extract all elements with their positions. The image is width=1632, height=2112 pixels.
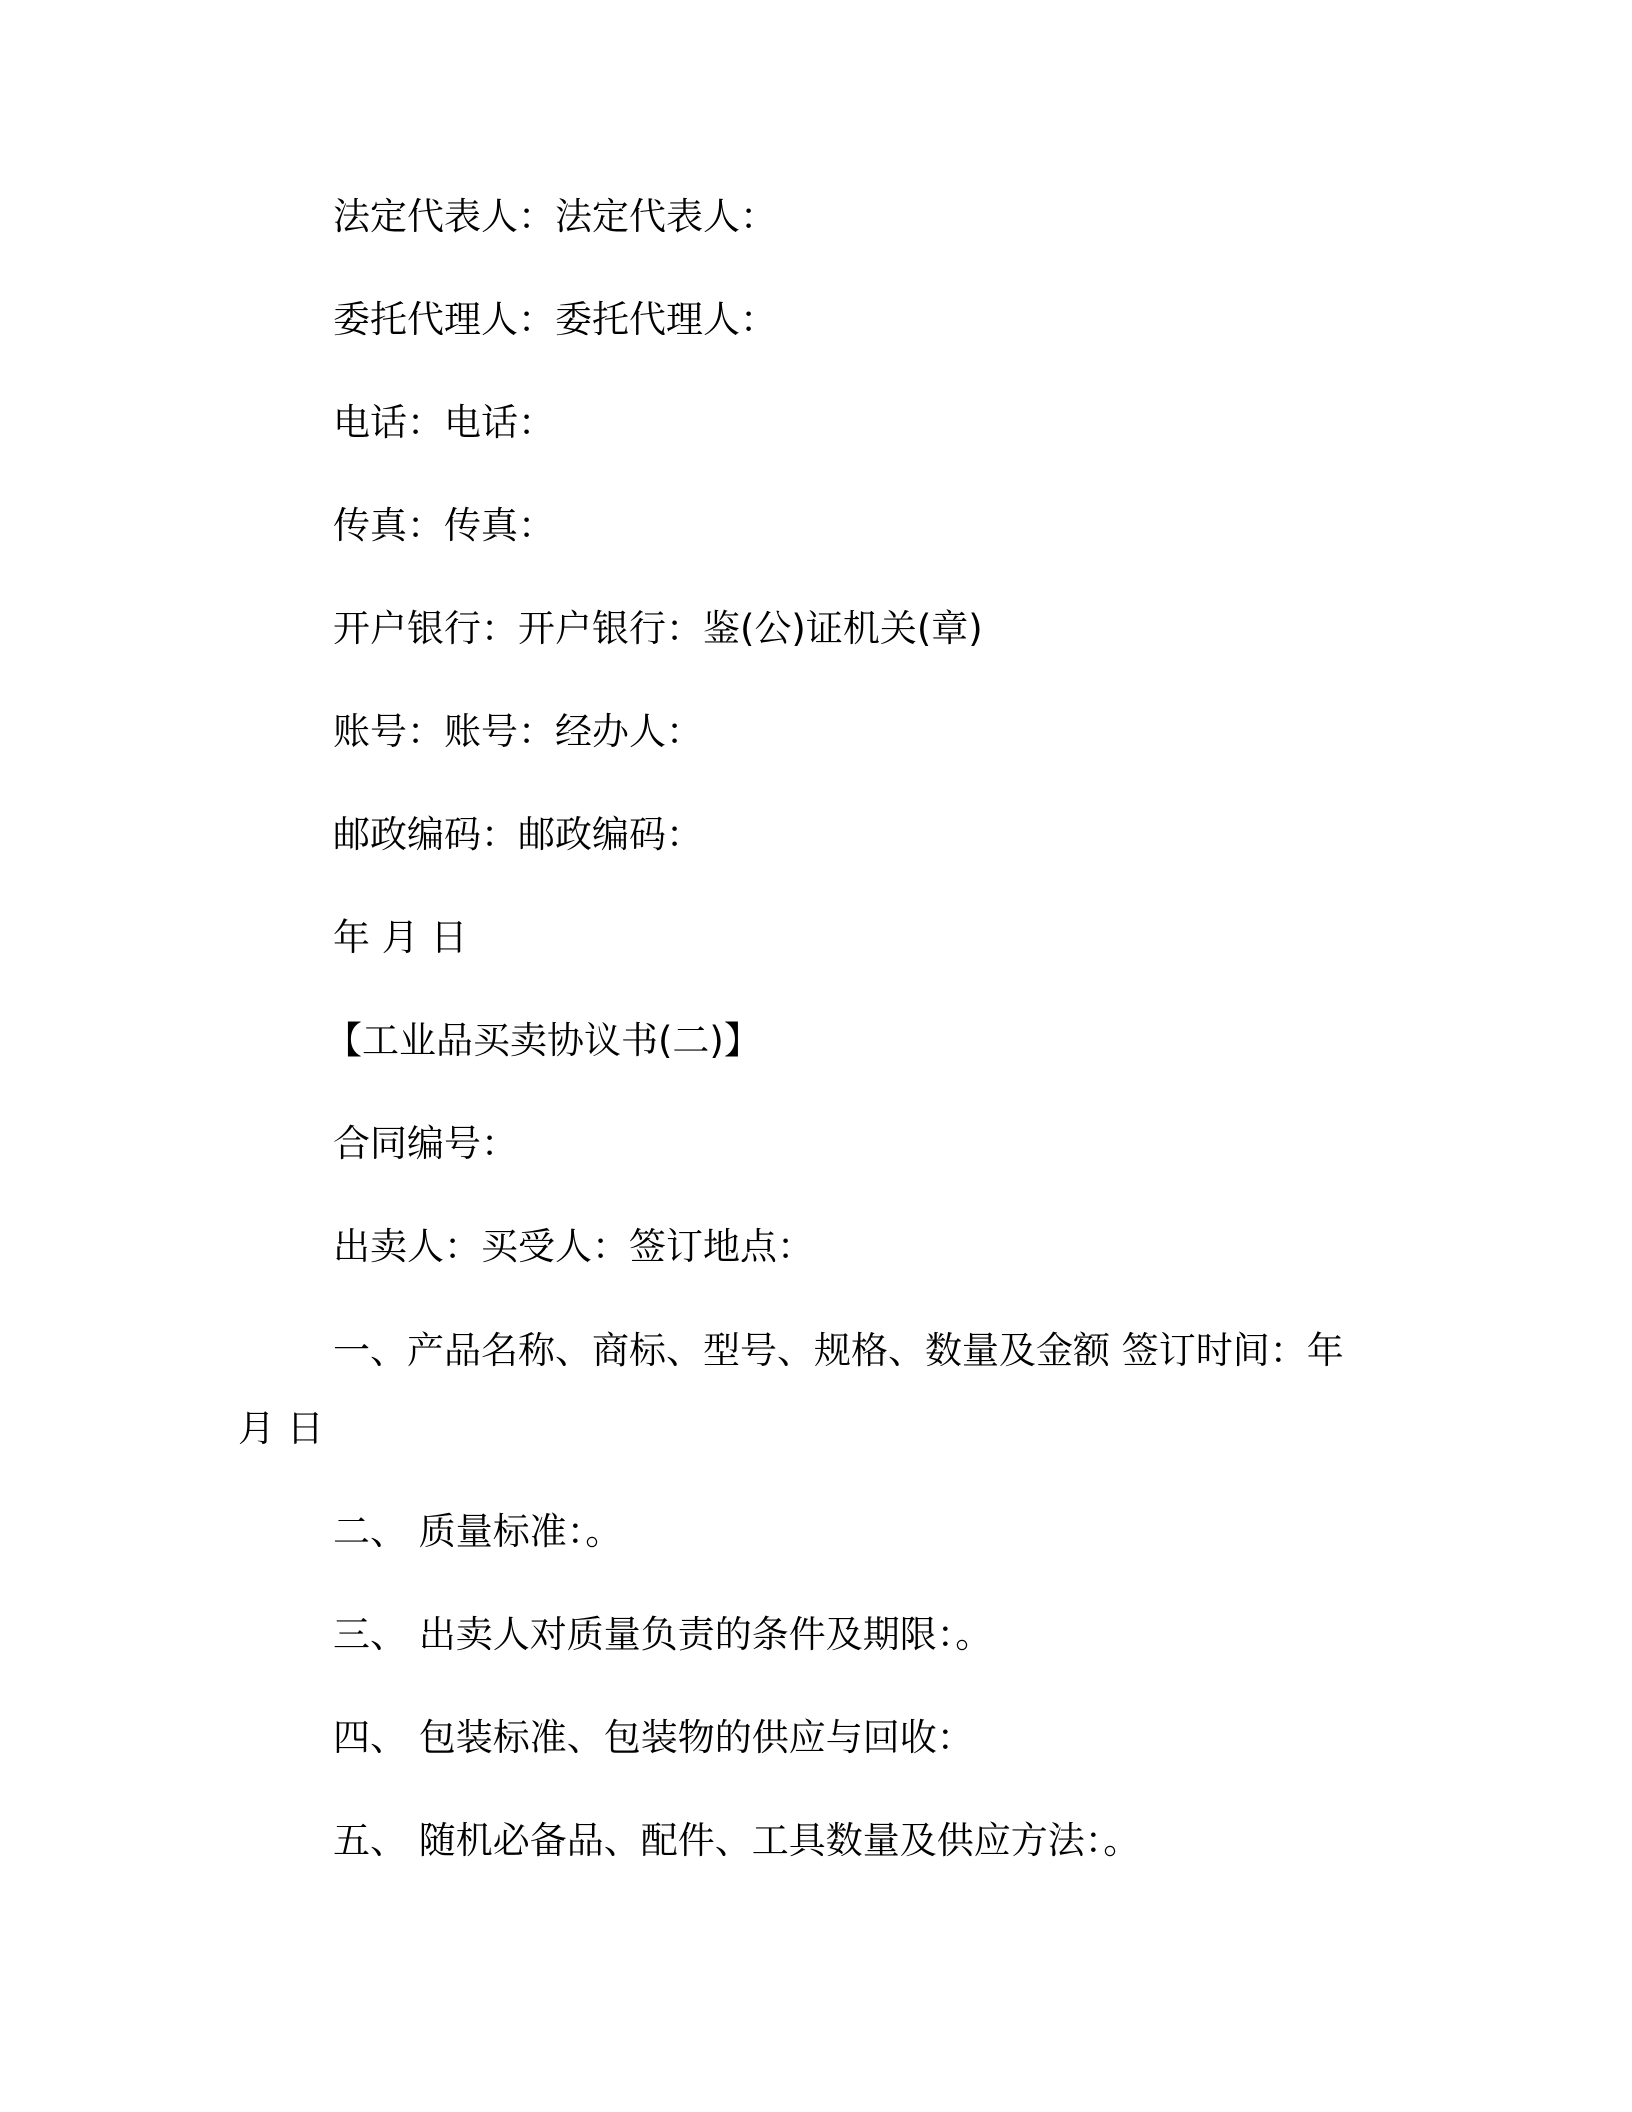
contract-number-line: 合同编号： xyxy=(333,1122,518,1165)
section-three-line: 三、 出卖人对质量负责的条件及期限：。 xyxy=(333,1613,993,1656)
parties-line: 出卖人：买受人：签订地点： xyxy=(333,1225,814,1268)
section-one-line: 一、产品名称、商标、型号、规格、数量及金额 签订时间：年 xyxy=(333,1329,1344,1372)
date-line: 年 月 日 xyxy=(333,916,468,959)
bank-line: 开户银行：开户银行：鉴(公)证机关(章) xyxy=(333,607,983,650)
section-four-line: 四、 包装标准、包装物的供应与回收： xyxy=(333,1716,974,1759)
postal-code-line: 邮政编码：邮政编码： xyxy=(333,813,703,856)
section-five-line: 五、 随机必备品、配件、工具数量及供应方法：。 xyxy=(333,1819,1141,1862)
authorized-agent-line: 委托代理人：委托代理人： xyxy=(333,298,777,341)
phone-line: 电话：电话： xyxy=(333,401,555,444)
fax-line: 传真：传真： xyxy=(333,504,555,547)
legal-representative-line: 法定代表人：法定代表人： xyxy=(333,195,777,238)
section-two-line: 二、 质量标准：。 xyxy=(333,1510,623,1553)
agreement-title: 【工业品买卖协议书(二)】 xyxy=(325,1019,761,1062)
section-one-continuation: 月 日 xyxy=(238,1407,324,1450)
account-line: 账号：账号：经办人： xyxy=(333,710,703,753)
